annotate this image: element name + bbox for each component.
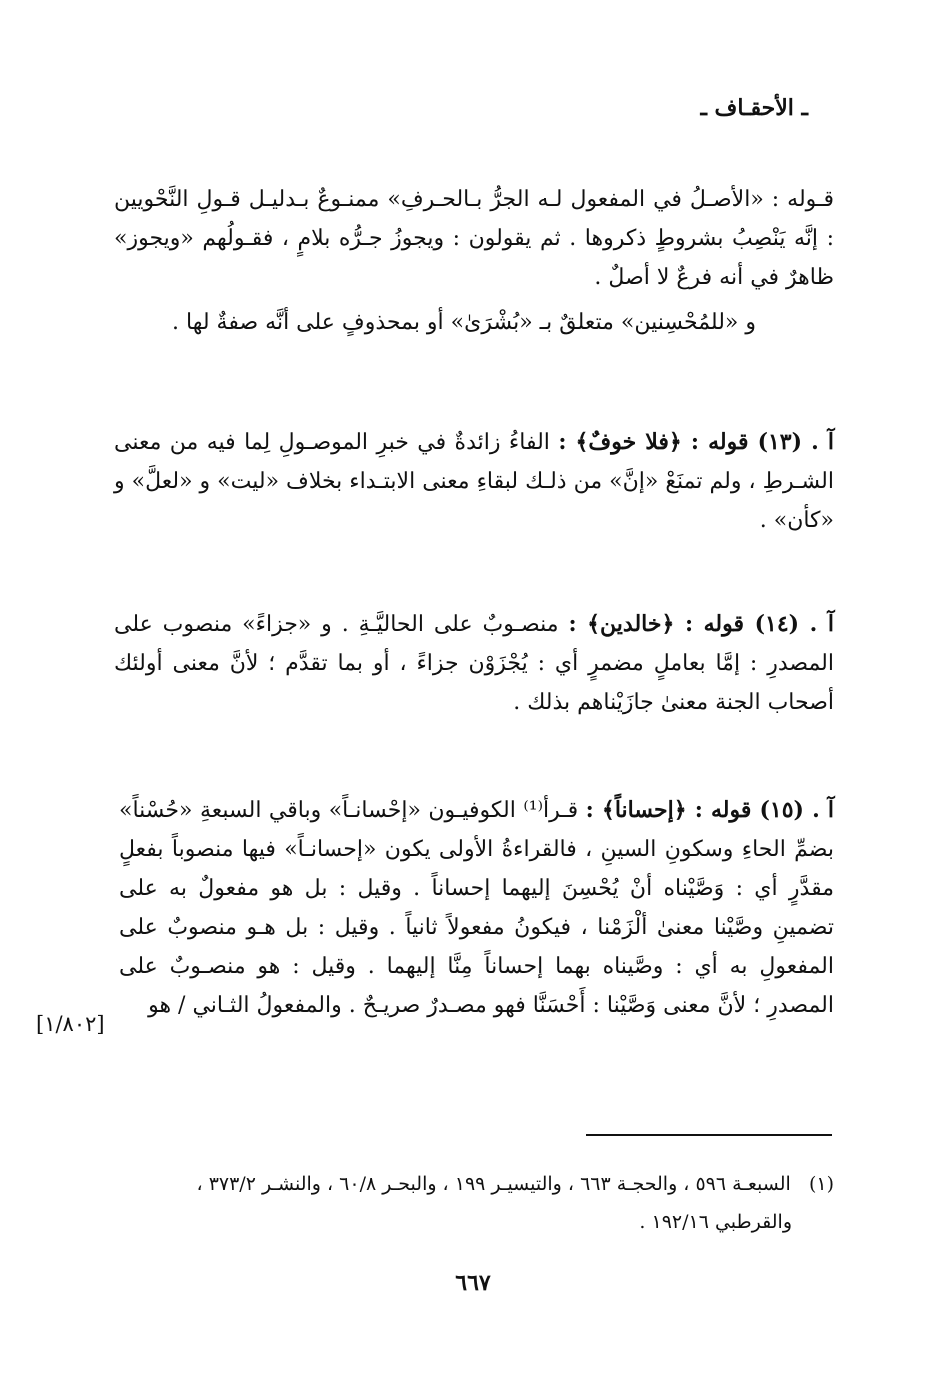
verse-14-text: منصـوبٌ على الحاليَّـةِ . و «جزاءً» منصوب على المصدرِ : إمَّا بعاملٍ مضمرٍ أي : يُجْزَوْن جزاءً ، أو بما تقدَّم ؛ لأنَّ معنى أولئك أصحاب الجنة معنىٰ جازَيْناهم بذلك . xyxy=(114,612,834,715)
paragraph-verse-13 xyxy=(114,423,834,540)
paragraph-verse-15 xyxy=(119,791,834,1025)
verse-13-body xyxy=(114,423,834,540)
running-header: ـ الأحقـاف ـ xyxy=(700,95,808,121)
verse-15-text: قـرأ⁽¹⁾ الكوفيـون «إحْسانـاً» وباقي السبعةِ «حُسْناً» بضمِّ الحاءِ وسكونِ السينِ ، فالقراءةُ الأولى يكون «إحسانـاً» فيها منصوباً بفعلٍ مقدَّرٍ أي : وَصَّيْناه أنْ يُحْسِنَ إليهما إحساناً . وقيل : بل هو مفعولٌ به على تضمينِ وصَّيْنا معنىٰ ألْزَمْنا ، فيكونُ مفعولاً ثانياً . وقيل : بل هـو منصوبٌ على المفعولِ به أي : وصَّيناه بهما إحساناً مِنَّا إليهما . وقيل : هو منصـوبٌ على المصدرِ ؛ لأنَّ معنى وَصَّيْنا : أَحْسَنَّا فهو مصـدرٌ صريـحٌ . والمفعولُ الثـاني / هو xyxy=(119,798,834,1018)
verse-14-body xyxy=(114,605,834,722)
verse-14-heading: آ . (١٤) قوله : ﴿خالدين﴾ : xyxy=(568,611,834,637)
verse-15-body xyxy=(119,791,834,1025)
paragraph-verse-14 xyxy=(114,605,834,722)
footnote-line-1 xyxy=(112,1165,834,1203)
footnote-divider xyxy=(586,1134,832,1136)
manuscript-folio-reference: [١/٨٠٢] xyxy=(36,1012,105,1036)
footnote-marker: (١) xyxy=(808,1173,834,1195)
footnote-line-2: والقرطبي ١٩٢/١٦ . xyxy=(639,1211,792,1233)
page-number: ٦٦٧ xyxy=(455,1270,491,1296)
footnote xyxy=(112,1165,834,1241)
paragraph-1-main: قـوله : «الأصـلُ في المفعول لـه الجرُّ بـالحـرفِ» ممنـوعٌ بـدليـل قـولِ النَّحْويين : إنَّه يَنْصِبُ بشروطٍ ذكروها . ثم يقولون : ويجوزُ جـرُّه بلامٍ ، فقـولُهم «ويجوز» ظاهرٌ في أنه فرعٌ لا أصلٌ . xyxy=(114,187,834,290)
verse-15-heading: آ . (١٥) قوله : ﴿إحساناً﴾ : xyxy=(585,797,835,823)
paragraph-1-sub: و «للمُحْسِنين» متعلقٌ بـ «بُشْرَىٰ» أو بمحذوفٍ على أنَّه صفةٌ لها . xyxy=(172,310,756,335)
verse-13-text: الفاءُ زائدةٌ في خبرِ الموصـولِ لِما فيه من معنى الشـرطِ ، ولم تمنَعْ «إنَّ» من ذلـك لبقاءِ معنى الابتـداء بخلاف «ليت» و «لعلَّ» و «كأن» . xyxy=(114,430,834,533)
verse-13-heading: آ . (١٣) قوله : ﴿فلا خوفٌ﴾ : xyxy=(558,429,834,455)
paragraph-1 xyxy=(114,180,834,342)
footnote-text-1: السبعـة ٥٩٦ ، والحجـة ٦٦٣ ، والتيسيـر ١٩٩ ، والبحـر ٦٠/٨ ، والنشـر ٣٧٣/٢ ، xyxy=(196,1173,791,1195)
